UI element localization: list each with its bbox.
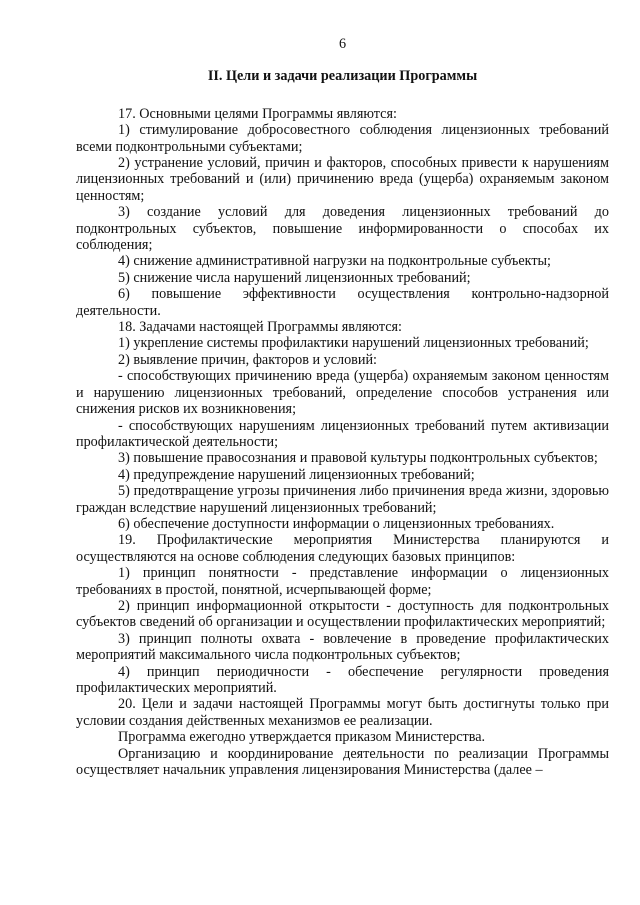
section-heading: II. Цели и задачи реализации Программы	[207, 68, 478, 85]
paragraph-task-1: 1) укрепление системы профилактики нарушений лицензионных требований;	[118, 335, 589, 352]
paragraph-goal-3: 3) создание условий для доведения лицензионных требований до подконтрольных субъектов, повышение информированности о способах их соблюдения;	[76, 204, 609, 254]
document-body	[76, 106, 609, 779]
document-page	[76, 36, 609, 778]
paragraph-task-4: 4) предупреждение нарушений лицензионных требований;	[118, 466, 475, 483]
paragraph-task-5: 5) предотвращение угрозы причинения либо причинения вреда жизни, здоровью граждан вследствие нарушений лицензионных требований;	[76, 483, 609, 516]
paragraph-organization: Организацию и координирование деятельности по реализации Программы осуществляет начальник управления лицензирования Министерства (далее –	[76, 745, 609, 779]
paragraph-task-2-dash-1: - способствующих причинению вреда (ущерба) охраняемым законом ценностям и нарушению лицензионных требований, определение способов устранения или снижения рисков их возникновения;	[76, 368, 609, 418]
paragraph-goal-5: 5) снижение числа нарушений лицензионных требований;	[118, 269, 471, 286]
paragraph-goal-4: 4) снижение административной нагрузки на подконтрольные субъекты;	[118, 253, 551, 270]
paragraph-goal-2: 2) устранение условий, причин и факторов, способных привести к нарушениям лицензионных требований и (или) причинению вреда (ущерба) охраняемым законом ценностям;	[76, 155, 609, 204]
page-number: 6	[338, 36, 347, 52]
paragraph-principle-1: 1) принцип понятности - представление информации о лицензионных требованиях в простой, понятной, исчерпывающей форме;	[76, 565, 609, 598]
paragraph-task-6: 6) обеспечение доступности информации о лицензионных требованиях.	[118, 515, 555, 532]
paragraph-principle-3: 3) принцип полноты охвата - вовлечение в проведение профилактических мероприятий максимального числа подконтрольных субъектов;	[76, 630, 609, 664]
paragraph-principles-intro: 19. Профилактические мероприятия Министерства планируются и осуществляются на основе соблюдения следующих базовых принципов:	[76, 532, 609, 565]
paragraph-goal-1: 1) стимулирование добросовестного соблюдения лицензионных требований всеми подконтрольными субъектами;	[76, 122, 609, 155]
paragraph-task-2-dash-2: - способствующих нарушениям лицензионных требований путем активизации профилактической деятельности;	[76, 417, 609, 450]
paragraph-tasks-intro: 18. Задачами настоящей Программы являются:	[118, 319, 402, 336]
paragraph-approval: Программа ежегодно утверждается приказом Министерства.	[118, 729, 486, 746]
paragraph-point-20: 20. Цели и задачи настоящей Программы могут быть достигнуты только при условии создания действенных механизмов ее реализации.	[76, 696, 609, 729]
paragraph-principle-4: 4) принцип периодичности - обеспечение регулярности проведения профилактических мероприятий.	[76, 663, 609, 696]
paragraph-principle-2: 2) принцип информационной открытости - доступность для подконтрольных субъектов сведений об организации и осуществлении профилактических мероприятий;	[76, 597, 609, 631]
paragraph-task-3: 3) повышение правосознания и правовой культуры подконтрольных субъектов;	[118, 450, 598, 467]
paragraph-task-2: 2) выявление причин, факторов и условий:	[118, 351, 377, 368]
paragraph-goals-intro: 17. Основными целями Программы являются:	[118, 105, 397, 122]
paragraph-goal-6: 6) повышение эффективности осуществления контрольно-надзорной деятельности.	[76, 286, 609, 319]
